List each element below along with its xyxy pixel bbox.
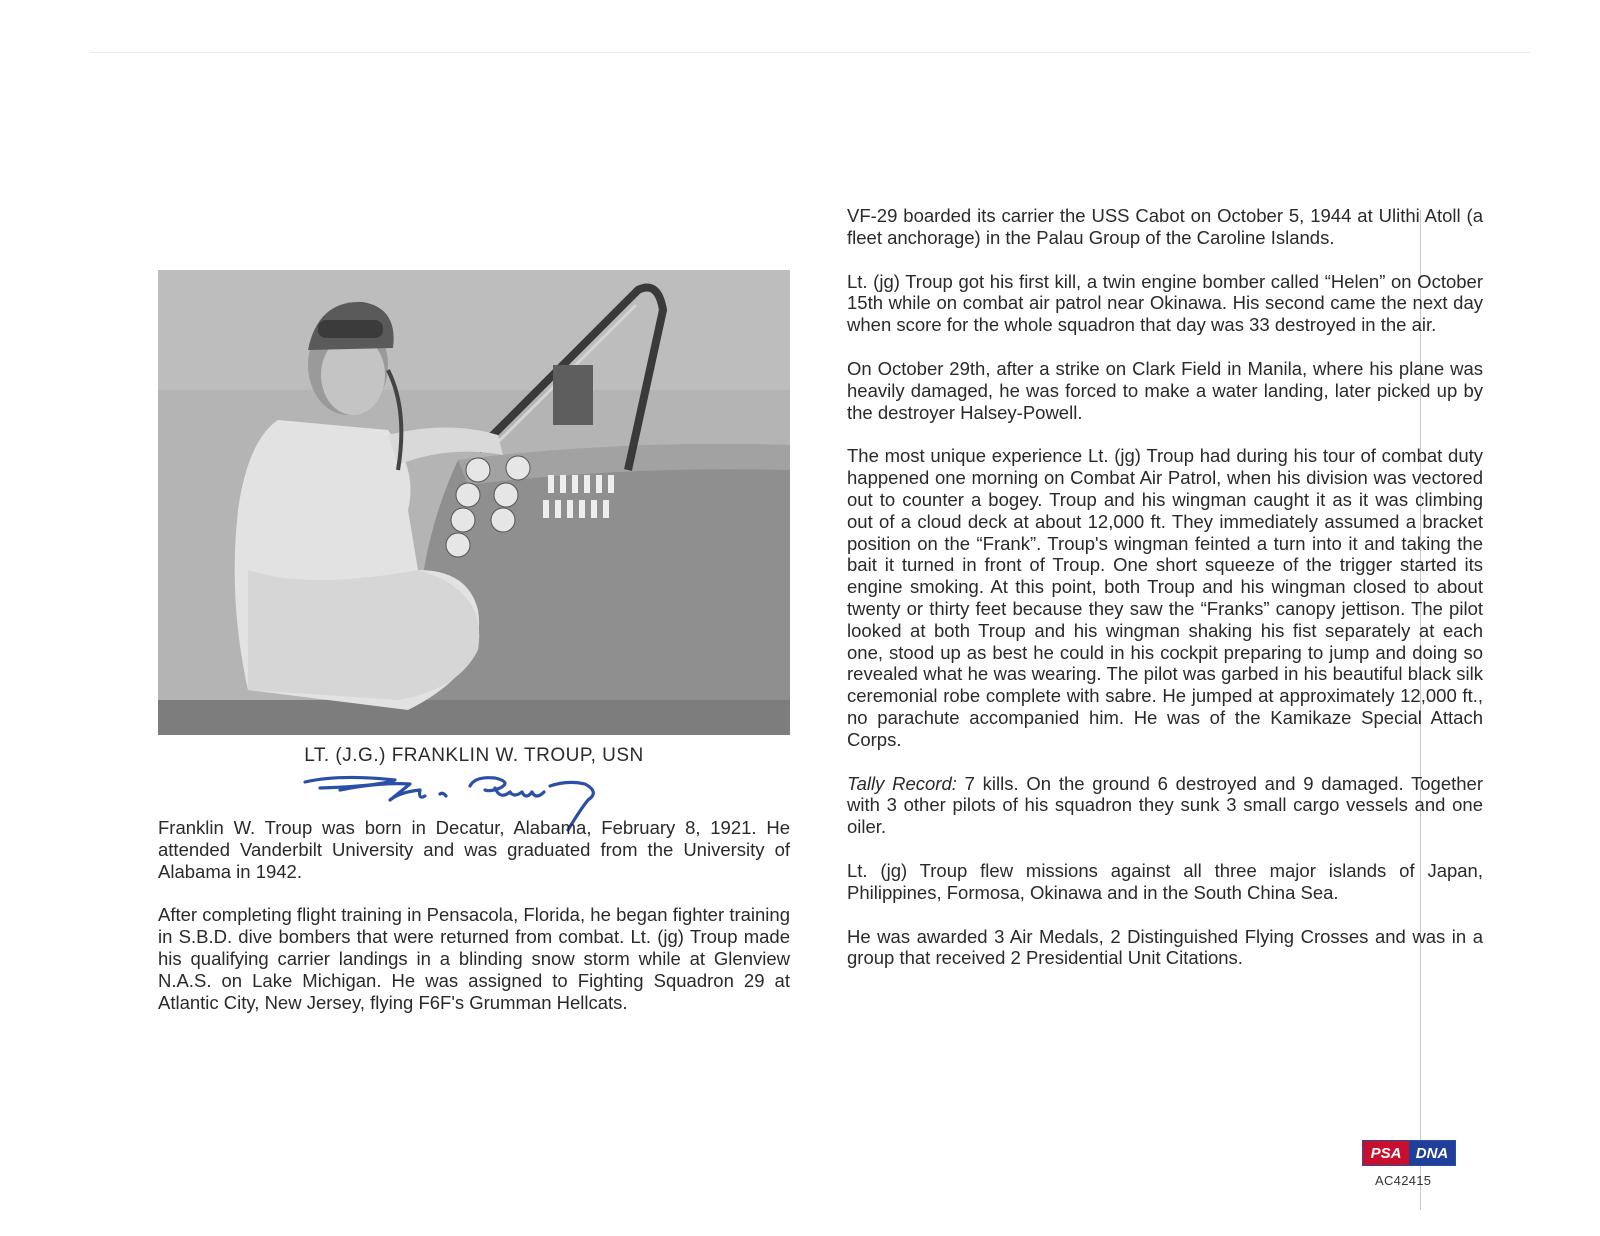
bio-paragraph-awards: He was awarded 3 Air Medals, 2 Distinguished Flying Crosses and was in a group that received 2 Presidential Unit Citations. <box>847 925 1483 969</box>
psa-dna-authentication-sticker <box>1362 1140 1456 1166</box>
tally-record-text: 7 kills. On the ground 6 destroyed and 9 damaged. Together with 3 other pilots of his squadron they sunk 3 small cargo vessels and one oiler. <box>847 772 1483 838</box>
bio-paragraph-missions: Lt. (jg) Troup flew missions against all three major islands of Japan, Philippines, Formosa, Okinawa and in the South China Sea. <box>847 859 1483 903</box>
dna-logo: DNA <box>1409 1141 1455 1165</box>
bio-paragraph-water-landing: On October 29th, after a strike on Clark Field in Manila, where his plane was heavily damaged, he was forced to make a water landing, later picked up by the destroyer Halsey-Powell. <box>847 357 1483 423</box>
bio-paragraph-training: After completing flight training in Pensacola, Florida, he began fighter training in S.B.D. dive bombers that were returned from combat. Lt. (jg) Troup made his qualifying carrier landings in a blinding snow storm while at Glenview N.A.S. on Lake Michigan. He was assigned to Fighting Squadron 29 at Atlantic City, New Jersey, flying F6F's Grumman Hellcats. <box>158 904 790 1013</box>
bio-paragraph-kamikaze: The most unique experience Lt. (jg) Troup had during his tour of combat duty happened one morning on Combat Air Patrol, when his division was vectored out to counter a bogey. Troup and his wingman caught it as it was climbing out of a cloud deck at about 12,000 ft. They immediately assumed a bracket position on the “Frank”. Troup's wingman feinted a turn into it and taking the bait it turned in front of Troup. One short squeeze of the trigger started its engine smoking. At this point, both Troup and his wingman closed to about twenty or thirty feet because they saw the “Franks” canopy jettison. The pilot looked at both Troup and his wingman shaking his fist separately at each one, stood up as best he could in his cockpit preparing to jump and doing so revealed what he was wearing. The pilot was garbed in his beautiful black silk ceremonial robe complete with sabre. He jumped at approximately 12,000 ft., no parachute accompanied him. He was of the Kamikaze Special Attach Corps. <box>847 445 1483 750</box>
bio-paragraph-cabot: VF-29 boarded its carrier the USS Cabot on October 5, 1944 at Ulithi Atoll (a fleet anchorage) in the Palau Group of the Caroline Islands. <box>847 205 1483 248</box>
photo-illustration <box>158 270 790 735</box>
tally-record-label: Tally Record: <box>847 772 957 794</box>
bio-paragraph-tally <box>847 773 1483 838</box>
bio-paragraph-first-kill: Lt. (jg) Troup got his first kill, a twin engine bomber called “Helen” on October 15th while on combat air patrol near Okinawa. His second came the next day when score for the whole squadron that day was 33 destroyed in the air. <box>847 270 1483 336</box>
top-edge-line <box>90 52 1530 53</box>
photo-caption: LT. (J.G.) FRANKLIN W. TROUP, USN <box>304 745 644 766</box>
bio-paragraph-birth: Franklin W. Troup was born in Decatur, Alabama, February 8, 1921. He attended Vanderbilt University and was graduated from the University of Alabama in 1942. <box>158 817 790 882</box>
pilot-photograph <box>158 270 790 735</box>
right-biography-column <box>847 205 1483 991</box>
left-biography-column <box>158 817 790 1035</box>
psa-logo: PSA <box>1363 1141 1409 1165</box>
certificate-number: AC42415 <box>1375 1173 1432 1188</box>
